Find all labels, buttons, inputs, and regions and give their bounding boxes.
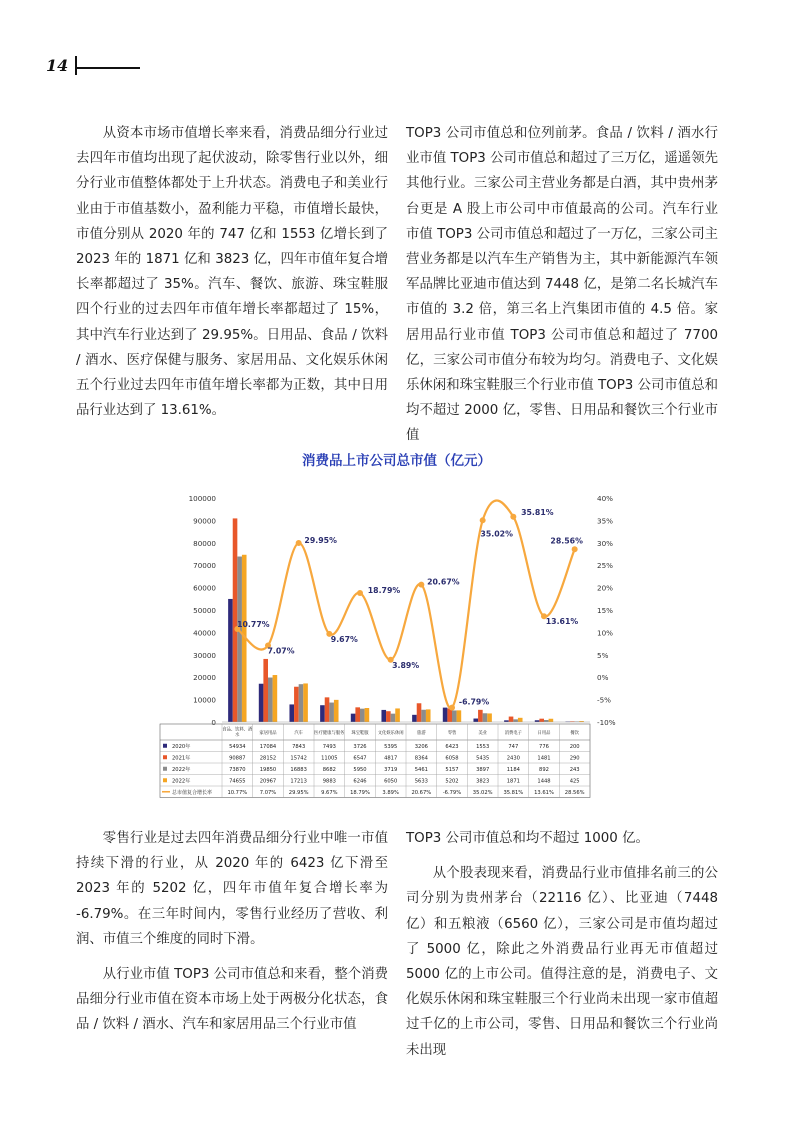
growth-rate-label: 35.02% [480,529,513,539]
y-left-tick-label: 50000 [193,606,216,615]
growth-rate-label: -6.79% [458,697,490,707]
paragraph-top3-continued: TOP3 公司市值总和均不超过 1000 亿。 [406,831,649,846]
y-right-tick-label: 30% [597,538,613,548]
bar [539,719,544,722]
growth-rate-label: 3.89% [392,660,420,670]
growth-rate-point [357,590,363,596]
table-value: 28152 [259,755,277,762]
paragraph-retail: 零售行业是过去四年消费品细分行业中唯一市值持续下滑的行业，从 2020 年的 6423 亿下滑至 2023 年的 5202 亿，四年市值年复合增长率为 -6.79%。在三年时间内，零售行业经历了营收、利润、市值三个维度的同时下滑。 [76,831,388,947]
chart-title: 消费品上市公司总市值（亿元） [302,453,491,469]
table-value: 5202 [445,778,459,785]
y-left-tick-label: 30000 [193,650,216,660]
table-value: 17213 [290,778,307,785]
bar [325,697,330,722]
table-value: 7.07% [259,789,277,796]
table-value: 35.02% [472,789,493,796]
category-label: 美业 [478,731,487,736]
table-value: 19850 [259,766,277,773]
bar [355,707,360,722]
table-value: 7493 [322,743,336,750]
y-left-tick-label: 20000 [193,673,216,683]
table-value: 1448 [537,778,551,785]
market-cap-chart [150,485,630,810]
growth-rate-label: 18.79% [367,586,401,596]
table-value: 90887 [229,755,246,762]
growth-rate-label: 29.95% [304,536,337,546]
bar [303,683,308,722]
table-value: 1481 [537,755,551,762]
bar [351,714,356,722]
table-value: 747 [508,743,519,750]
table-value: 5633 [414,778,428,785]
category-label: 水 [235,733,240,738]
table-value: 3206 [414,743,428,750]
bar [452,710,457,722]
y-right-tick-label: 40% [597,494,613,503]
category-label: 零售 [447,731,457,736]
table-value: 1184 [506,766,520,773]
bar [478,710,483,722]
column-bottom-left [76,826,388,1038]
bar [263,659,268,722]
bar [381,710,386,722]
paragraph-growth-rate: 从资本市场市值增长率来看，消费品细分行业过去四年市值均出现了起伏波动，除零售行业以外，细分行业市值整体都处于上升状态。消费电子和美业行业由于市值基数小，盈利能力平稳，市值增长最快，市值分别从 2020 年的 747 亿和 1553 亿增长到了 2023 年的 1871 亿和 3823 亿，四年市值年复合增长率都超过了 35%。汽车、餐饮、旅游、珠宝鞋服四个行业的过去四年市值年增长率都超过了 15%，其中汽车行业达到了 29.95%。日用品、食品 / 饮料 / 酒水、医疗保健与服务、家居用品、文化娱乐休闲五个行业过去四年市值年增长率都为正数，其中日用品行业达到了 13.61%。 [76,126,388,419]
growth-rate-label: 28.56% [550,536,583,546]
y-left-tick-label: 100000 [188,494,216,503]
table-value: 243 [569,766,580,773]
category-label: 旅游 [417,731,426,736]
category-label: 珠宝鞋服 [351,731,369,736]
legend-label: 总市值复合增长率 [172,789,213,796]
table-value: 9.67% [321,789,338,796]
table-value: 15742 [290,755,307,762]
y-left-tick-label: 40000 [193,628,216,638]
table-value: 28.56% [564,789,585,796]
growth-rate-label: 7.07% [267,646,295,656]
page-number: 14 [46,56,69,75]
growth-rate-label: 20.67% [427,577,460,587]
table-value: 2430 [506,755,520,762]
legend-swatch [163,744,167,748]
growth-rate-point [572,546,578,552]
table-value: 776 [539,743,549,750]
column-top-left [76,121,388,423]
table-value: 6050 [384,778,398,785]
bar [513,719,518,722]
table-value: 20967 [259,778,277,785]
table-value: 54934 [229,743,246,750]
table-value: 1553 [476,743,490,750]
table-value: -6.79% [442,789,462,796]
bar [391,714,396,722]
bar [457,710,462,722]
column-top-right [406,121,718,449]
growth-rate-label: 10.77% [237,619,270,629]
table-value: 1871 [506,778,520,785]
table-value: 16883 [290,766,307,773]
paragraph-top3-total: 从行业市值 TOP3 公司市值总和来看，整个消费品细分行业市值在资本市场上处于两极分化状态，食品 / 饮料 / 酒水、汽车和家居用品三个行业市值 [76,967,388,1033]
legend-label: 2021年 [172,755,191,762]
y-left-tick-label: 10000 [193,695,216,705]
bar [289,704,294,722]
y-right-tick-label: 25% [597,561,613,571]
y-right-tick-label: -5% [597,695,611,705]
bar [320,705,325,722]
bar [228,599,233,722]
table-value: 3897 [476,766,490,773]
bar [334,700,339,722]
column-bottom-right [406,826,718,1063]
category-label: 食品、饮料、酒 [222,727,253,733]
bar [360,709,365,722]
bar [365,708,370,722]
y-left-tick-label: 0 [211,718,216,727]
category-label: 医疗健康与服务 [314,731,345,736]
bar [483,713,488,722]
table-value: 17084 [259,743,277,750]
y-left-tick-label: 70000 [193,561,216,571]
table-value: 3823 [476,778,490,785]
growth-rate-point [510,514,516,520]
y-right-tick-label: 10% [597,628,613,638]
bar [549,719,554,722]
bar [421,710,426,722]
growth-rate-point [418,582,424,588]
table-value: 5395 [384,743,398,750]
growth-rate-point [296,540,302,546]
table-value: 892 [539,766,549,773]
table-value: 5461 [414,766,428,773]
table-value: 35.81% [503,789,524,796]
category-label: 消费电子 [504,731,522,736]
table-value: 5950 [353,766,367,773]
table-value: 13.61% [534,789,554,796]
bar [259,684,264,722]
legend-swatch [163,778,167,782]
table-value: 9883 [322,778,336,785]
table-value: 6246 [353,778,367,785]
y-right-tick-label: 0% [597,673,609,683]
bar [237,557,242,722]
table-value: 8364 [414,755,428,762]
growth-rate-point [480,517,486,523]
y-right-tick-label: 15% [597,606,613,615]
table-value: 3.89% [382,789,399,796]
legend-label: 2022年 [172,778,191,785]
bar [443,708,448,722]
bar [268,678,273,722]
bar [395,708,400,722]
paragraph-top-stocks: 从个股表现来看，消费品行业市值排名前三的公司分别为贵州茅台（22116 亿）、比亚迪（7448 亿）和五粮液（6560 亿），三家公司是市值均超过了 5000 亿，除此之外消费品行业再无市值超过 5000 亿的上市公司。值得注意的是，消费电子、文化娱乐休闲和珠宝鞋服三个行业尚未出现一家市值超过千亿的上市公司，零售、日用品和餐饮三个行业尚未出现 [406,866,718,1058]
table-value: 3719 [384,766,398,773]
bar [386,711,391,722]
table-value: 11005 [321,755,338,762]
growth-rate-point [449,705,455,711]
bar [518,718,523,722]
growth-rate-label: 35.81% [521,507,554,517]
table-value: 425 [569,778,580,785]
header-rule [76,67,140,69]
data-table-frame [160,724,590,798]
table-value: 290 [569,755,580,762]
table-value: 10.77% [227,789,248,796]
table-value: 5157 [445,766,459,773]
category-label: 日用品 [537,731,551,736]
table-value: 29.95% [288,789,309,796]
growth-rate-label: 13.61% [545,617,579,627]
table-value: 20.67% [411,789,432,796]
y-left-tick-label: 60000 [193,583,216,593]
table-value: 6423 [445,743,459,750]
category-label: 文化娱乐休闲 [377,731,404,736]
bar [473,719,478,722]
table-value: 6058 [445,755,459,762]
bar [412,715,417,722]
table-value: 18.79% [350,789,370,796]
header-rule-vertical [75,56,77,75]
growth-rate-line [237,500,574,708]
category-label: 汽车 [294,731,303,736]
bar [273,675,278,722]
category-label: 家居用品 [259,731,277,736]
category-label: 餐饮 [570,731,579,736]
y-left-tick-label: 80000 [193,538,216,548]
table-value: 7843 [292,743,306,750]
y-right-tick-label: 20% [597,583,613,593]
table-value: 8682 [322,766,336,773]
bar [509,717,514,722]
legend-label: 2020年 [172,743,191,750]
legend-swatch [163,755,167,759]
bar [487,713,492,722]
table-value: 74655 [229,778,246,785]
table-value: 73870 [229,766,246,773]
bar [329,703,334,722]
paragraph-top3-industries: TOP3 公司市值总和位列前茅。食品 / 饮料 / 酒水行业市值 TOP3 公司市值总和超过了三万亿，遥遥领先其他行业。三家公司主营业务都是白酒，其中贵州茅台更是 A 股上市公司中市值最高的公司。汽车行业市值 TOP3 公司市值总和超过了一万亿，三家公司主营业务都是以汽车生产销售为主，其中新能源汽车领军品牌比亚迪市值达到 7448 亿，是第二名长城汽车市值的 3.2 倍，第三名上汽集团市值的 4.5 倍。家居用品行业市值 TOP3 公司市值总和超过了 7700 亿，三家公司市值分布较为均匀。消费电子、文化娱乐休闲和珠宝鞋服三个行业市值 TOP3 公司市值总和均不超过 2000 亿，零售、日用品和餐饮三个行业市值 [406,126,718,444]
y-right-tick-label: 35% [597,516,613,526]
table-value: 200 [569,743,580,750]
bar [426,709,431,722]
table-value: 3726 [353,743,367,750]
bar [294,687,299,722]
legend-swatch [163,767,167,771]
table-value: 6547 [353,755,367,762]
table-value: 4817 [384,755,398,762]
table-value: 5435 [476,755,490,762]
growth-rate-label: 9.67% [330,634,358,644]
y-left-tick-label: 90000 [193,516,216,526]
bar [299,684,304,722]
legend-label: 2022年 [172,766,191,773]
y-right-tick-label: 5% [597,650,609,660]
y-right-tick-label: -10% [597,718,616,727]
bar [417,703,422,722]
